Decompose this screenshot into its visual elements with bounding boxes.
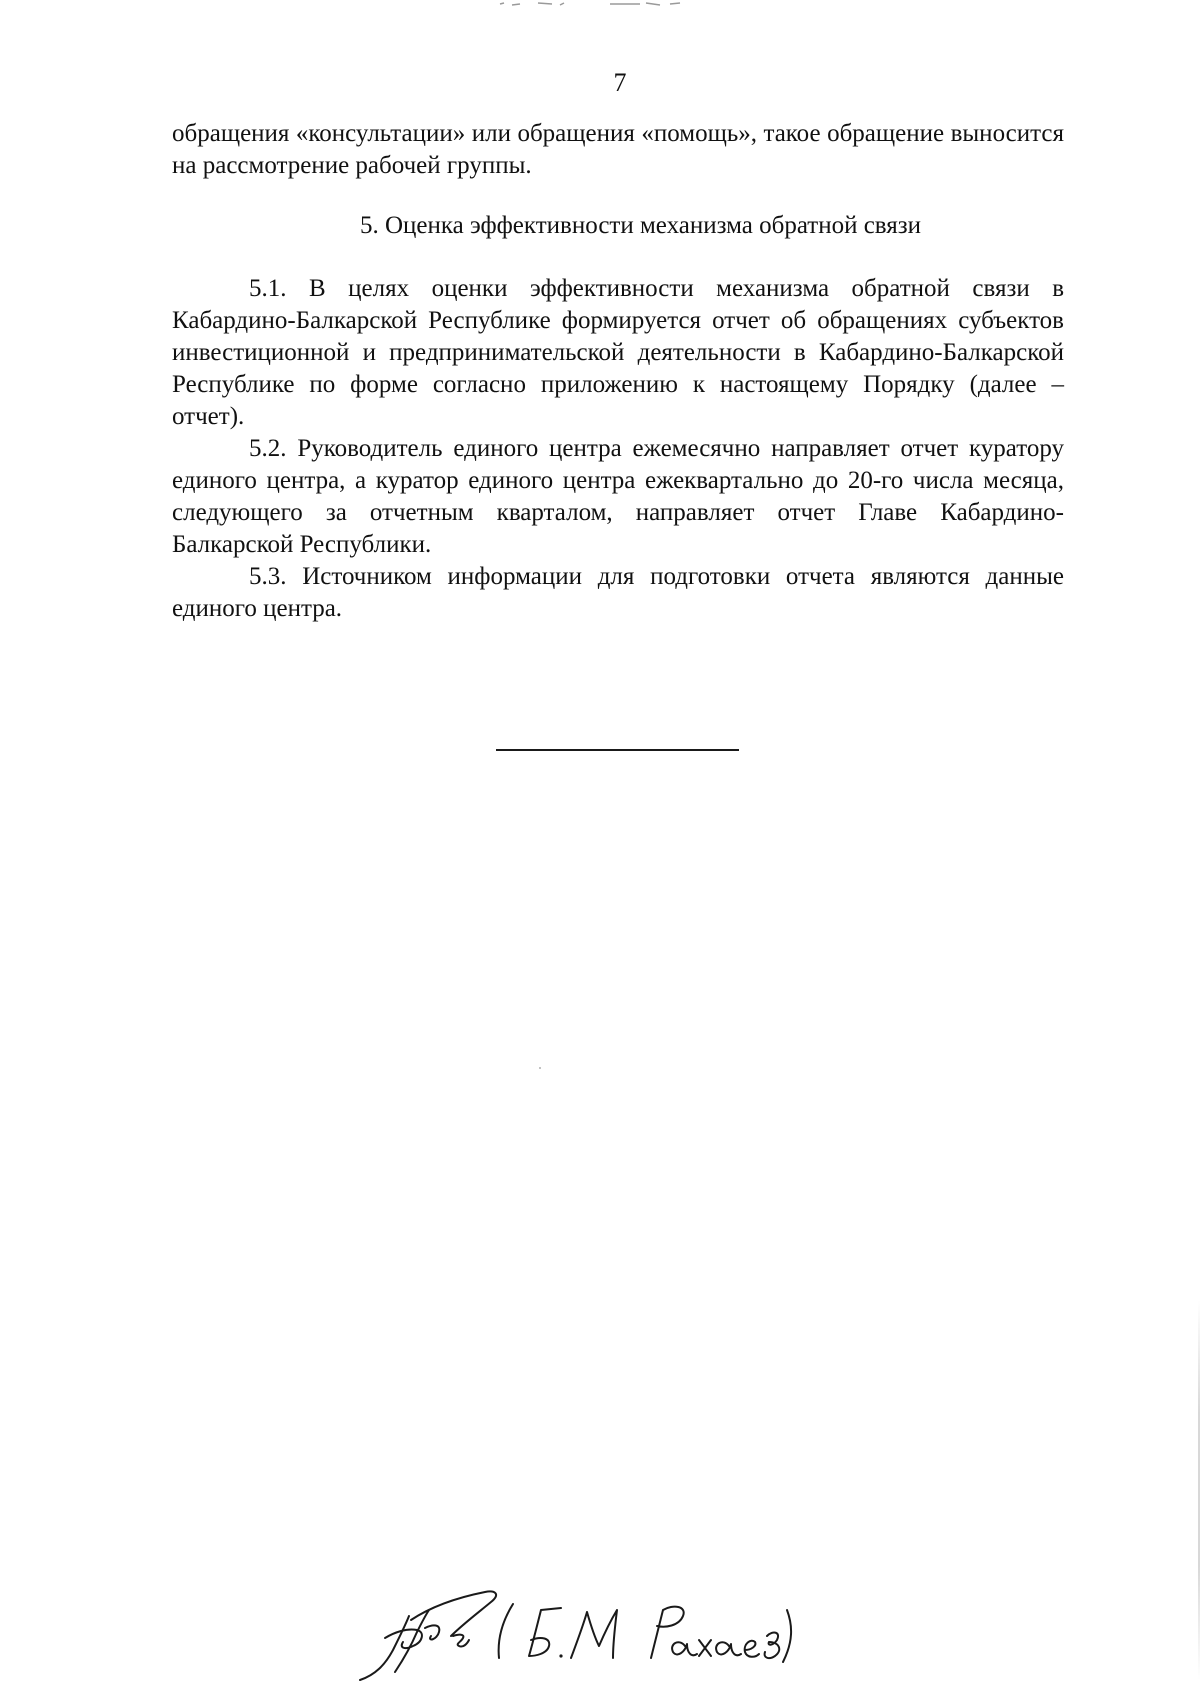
paragraph-5-1: 5.1. В целях оценки эффективности механизма обратной связи в Кабардино-Балкарской Республике формируется отчет об обращениях субъектов инвестиционной и предпринимательской деятельности в Кабардино-Балкарской Республике по форме согласно приложению к настоящему Порядку (далее – отчет). — [172, 275, 1064, 430]
paragraph-5-3: 5.3. Источником информации для подготовки отчета являются данные единого центра. — [172, 563, 1064, 622]
section-body — [172, 273, 1064, 625]
scan-speck — [539, 1067, 541, 1069]
scan-artifact — [490, 0, 700, 8]
handwritten-signature-icon — [355, 1580, 795, 1690]
page-number: 7 — [613, 68, 627, 97]
section-heading: 5. Оценка эффективности механизма обратной связи — [359, 212, 922, 239]
paragraph-5-2: 5.2. Руководитель единого центра ежемесячно направляет отчет куратору единого центра, а куратор единого центра ежеквартально до 20-го числа месяца, следующего за отчетным кварталом, направляет отчет Главе Кабардино-Балкарской Республики. — [172, 435, 1064, 558]
continuation-paragraph — [172, 118, 1064, 182]
continuation-text: обращения «консультации» или обращения «помощь», такое обращение выносится на рассмотрение рабочей группы. — [172, 120, 1064, 179]
end-of-text-rule — [496, 749, 739, 751]
